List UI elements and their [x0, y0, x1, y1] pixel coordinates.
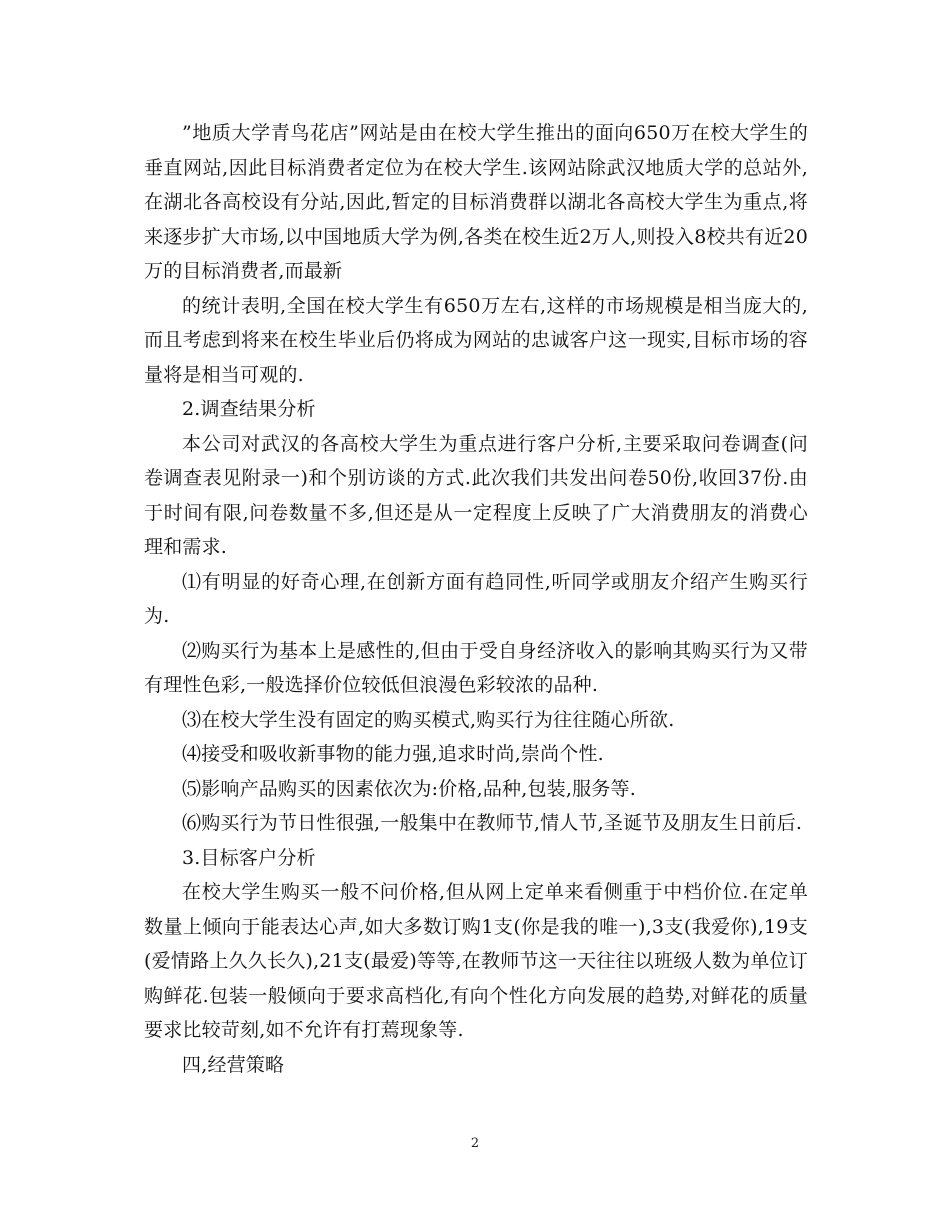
list-item-3: ⑶在校大学生没有固定的购买模式,购买行为往往随心所欲. — [182, 708, 675, 731]
paragraph-market-size: 的统计表明,全国在校大学生有650万左右,这样的市场规模是相当庞大的,而且考虑到将来在校生毕业后仍将成为网站的忠诚客户这一现实,目标市场的容量将是相当可观的. — [144, 294, 808, 386]
paragraph-survey-method: 本公司对武汉的各高校大学生为重点进行客户分析,主要采取问卷调查(问卷调查表见附录一)和个别访谈的方式.此次我们共发出问卷50份,收回37份.由于时间有限,问卷数量不多,但还是从一定程度上反映了广大消费朋友的消费心理和需求. — [144, 432, 808, 558]
list-item-2: ⑵购买行为基本上是感性的,但由于受自身经济收入的影响其购买行为又带有理性色彩,一般选择价位较低但浪漫色彩较浓的品种. — [144, 639, 808, 696]
heading-target-customer-analysis: 3.目标客户分析 — [182, 846, 316, 869]
heading-survey-analysis: 2.调查结果分析 — [182, 398, 316, 420]
list-item-1: ⑴有明显的好奇心理,在创新方面有趋同性,听同学或朋友介绍产生购买行为. — [144, 570, 808, 627]
list-item-4: ⑷接受和吸收新事物的能力强,追求时尚,崇尚个性. — [182, 743, 604, 765]
page-number: 2 — [470, 1136, 480, 1151]
document-body — [144, 116, 808, 1082]
paragraph-target-consumers: ”地质大学青鸟花店”网站是由在校大学生推出的面向650万在校大学生的垂直网站,因此目标消费者定位为在校大学生.该网站除武汉地质大学的总站外,在湖北各高校设有分站,因此,暂定的目标消费群以湖北各高校大学生为重点,将来逐步扩大市场,以中国地质大学为例,各类在校生近2万人,则投入8校共有近20万的目标消费者,而最新 — [144, 122, 808, 282]
list-item-6: ⑹购买行为节日性很强,一般集中在教师节,情人节,圣诞节及朋友生日前后. — [182, 812, 803, 834]
list-item-5: ⑸影响产品购买的因素依次为:价格,品种,包装,服务等. — [182, 777, 636, 800]
heading-business-strategy: 四,经营策略 — [182, 1053, 285, 1076]
paragraph-customer-preferences: 在校大学生购买一般不问价格,但从网上定单来看侧重于中档价位.在定单数量上倾向于能表达心声,如大多数订购1支(你是我的唯一),3支(我爱你),19支(爱情路上久久长久),21支(最爱)等等,在教师节这一天往往以班级人数为单位订购鲜花.包装一般倾向于要求高档化,有向个性化方向发展的趋势,对鲜花的质量要求比较苛刻,如不允许有打蔫现象等. — [144, 881, 808, 1041]
